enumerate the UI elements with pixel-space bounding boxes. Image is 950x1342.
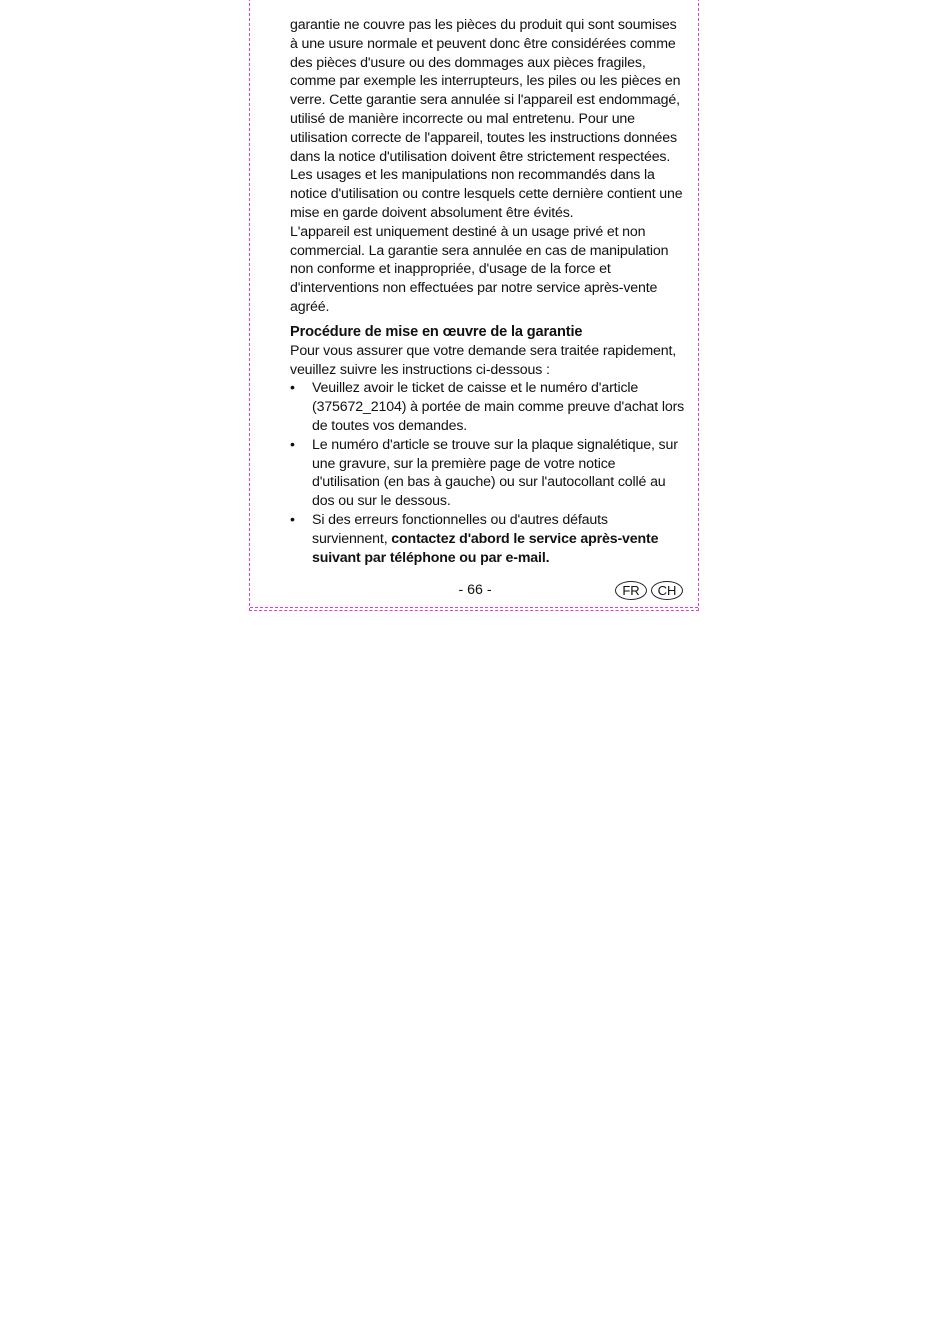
document-body — [290, 16, 686, 567]
list-item-text: Si des erreurs fonctionnelles ou d'autres défauts surviennent, — [312, 511, 608, 547]
bullet-icon: • — [290, 436, 295, 453]
list-item-text: Veuillez avoir le ticket de caisse et le numéro d'article (375672_2104) à portée de main comme preuve d'achat lors de toutes vos demandes. — [312, 380, 685, 434]
language-badge-fr: FR — [615, 581, 647, 600]
warranty-paragraph-1: garantie ne couvre pas les pièces du produit qui sont soumises à une usure normale et peuvent donc être considérées comme des pièces d'usure ou des dommages aux pièces fragiles, comme par exemple les interrupteurs, les piles ou les pièces en verre. Cette garantie sera annulée si l'appareil est endommagé, utilisé de manière incorrecte ou mal entretenu. Pour une utilisation correcte de l'appareil, toutes les instructions données dans la notice d'utilisation doivent être strictement respectées. Les usages et les manipulations non recommandés dans la notice d'utilisation ou contre lesquels cette dernière contient une mise en garde doivent absolument être évités. — [290, 17, 683, 221]
list-item-text: Le numéro d'article se trouve sur la plaque signalétique, sur une gravure, sur la première page de votre notice d'utilisation (en bas à gauche) ou sur l'autocollant collé au dos ou sur le dessous. — [312, 436, 678, 510]
language-badges — [615, 581, 683, 600]
instruction-list — [290, 379, 686, 567]
language-badge-ch: CH — [651, 581, 683, 600]
page-number: - 66 - — [458, 582, 492, 598]
section-heading: Procédure de mise en œuvre de la garantie — [290, 323, 583, 340]
list-item-bold-text: contactez d'abord le service après-vente suivant par téléphone ou par e-mail. — [312, 530, 659, 566]
list-item — [290, 436, 686, 511]
bullet-icon: • — [290, 380, 295, 397]
bullet-icon: • — [290, 511, 295, 528]
section-intro: Pour vous assurer que votre demande sera traitée rapidement, veuillez suivre les instructions ci-dessous : — [290, 342, 677, 378]
list-item — [290, 511, 686, 567]
list-item — [290, 379, 686, 435]
warranty-paragraph-2: L'appareil est uniquement destiné à un usage privé et non commercial. La garantie sera annulée en cas de manipulation non conforme et inappropriée, d'usage de la force et d'interventions non effectuées par notre service après-vente agréé. — [290, 223, 669, 315]
